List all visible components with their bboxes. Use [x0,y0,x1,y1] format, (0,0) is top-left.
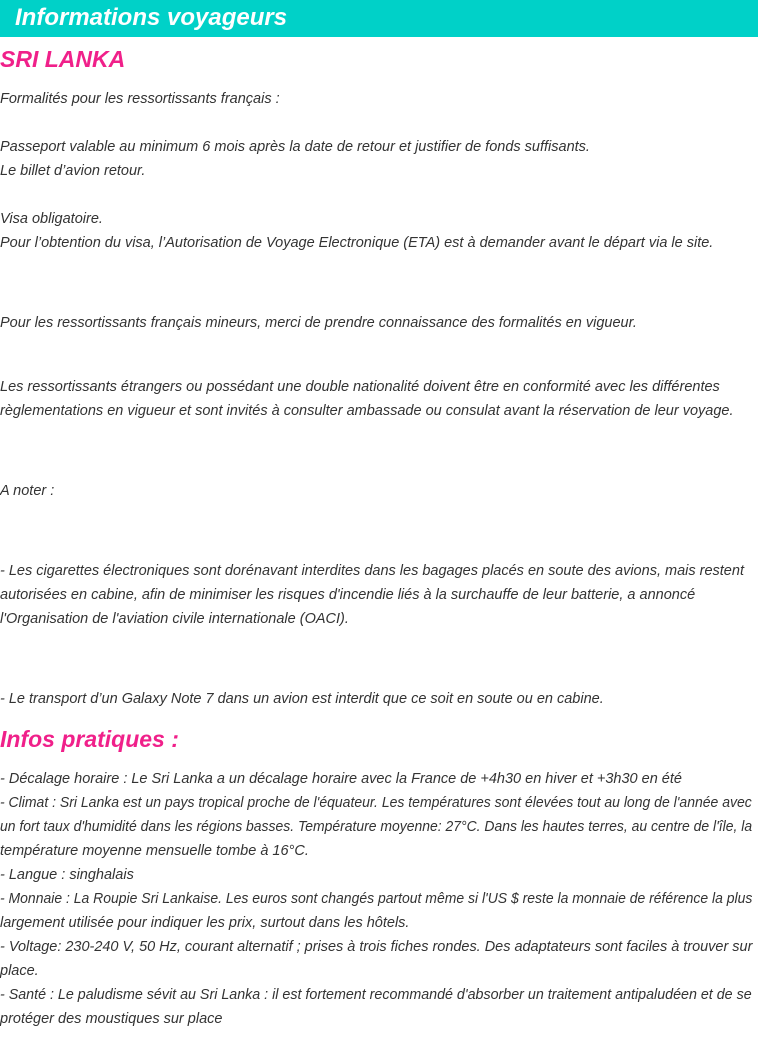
time-difference-info: - Décalage horaire : Le Sri Lanka a un décalage horaire avec la France de +4h30 en hiver et +3h30 en été [0,771,682,787]
return-ticket-requirement: Le billet d’avion retour. [0,163,146,179]
header-bar [0,0,758,37]
e-cigarette-note-line1: - Les cigarettes électroniques sont dorénavant interdites dans les bagages placés en soute des avions, mais restent [0,563,744,579]
voltage-info-line2: place. [0,963,39,979]
note-heading: A noter : [0,483,55,499]
climate-info-line3: température moyenne mensuelle tombe à 16°C. [0,843,309,859]
health-info-line1: - Santé : Le paludisme sévit au Sri Lanka : il est fortement recommandé d'absorber un traitement antipaludéen et de se [0,987,752,1003]
climate-info-line1: - Climat : Sri Lanka est un pays tropical proche de l'équateur. Les températures sont élevées tout au long de l'année avec [0,795,752,811]
visa-eta-info: Pour l’obtention du visa, l’Autorisation de Voyage Electronique (ETA) est à demander avant le départ via le site. [0,235,714,251]
foreigners-info-line1: Les ressortissants étrangers ou possédant une double nationalité doivent être en conformité avec les différentes [0,379,720,395]
page-title: Informations voyageurs [15,4,288,31]
currency-info-line2: largement utilisée pour indiquer les prix, surtout dans les hôtels. [0,915,410,931]
minors-info: Pour les ressortissants français mineurs, merci de prendre connaissance des formalités en vigueur. [0,315,637,331]
e-cigarette-note-line2: autorisées en cabine, afin de minimiser les risques d'incendie liés à la surchauffe de leur batterie, a annoncé [0,587,696,603]
voltage-info-line1: - Voltage: 230-240 V, 50 Hz, courant alternatif ; prises à trois fiches rondes. Des adaptateurs sont faciles à trouver sur [0,939,753,955]
country-title: SRI LANKA [0,46,126,72]
currency-info-line1: - Monnaie : La Roupie Sri Lankaise. Les euros sont changés partout même si l'US $ reste la monnaie de référence la plus [0,891,753,907]
passport-requirement: Passeport valable au minimum 6 mois après la date de retour et justifier de fonds suffisants. [0,139,590,155]
health-info-line2: protéger des moustiques sur place [0,1011,223,1027]
foreigners-info-line2: règlementations en vigueur et sont invités à consulter ambassade ou consulat avant la réservation de leur voyage. [0,403,734,419]
climate-info-line2: un fort taux d'humidité dans les régions basses. Température moyenne: 27°C. Dans les hautes terres, au centre de l'île, la [0,819,753,835]
language-info: - Langue : singhalais [0,867,134,883]
e-cigarette-note-line3: l'Organisation de l'aviation civile internationale (OACI). [0,611,349,627]
formalities-intro: Formalités pour les ressortissants français : [0,91,280,107]
galaxy-note-7-note: - Le transport d’un Galaxy Note 7 dans un avion est interdit que ce soit en soute ou en cabine. [0,691,604,707]
visa-requirement: Visa obligatoire. [0,211,103,227]
practical-info-title: Infos pratiques : [0,726,179,752]
